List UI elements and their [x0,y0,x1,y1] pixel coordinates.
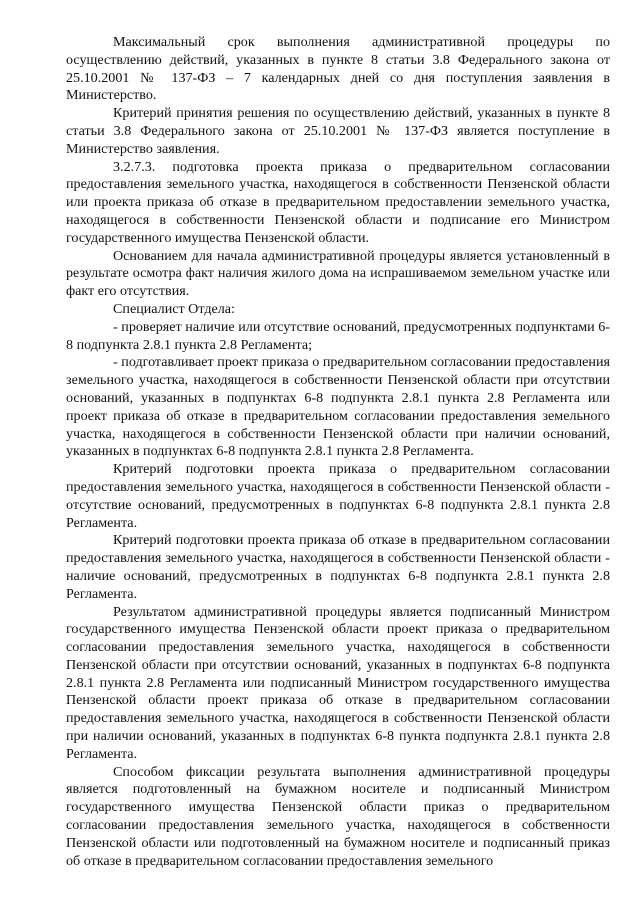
paragraph-specialist: Специалист Отдела: [113,300,235,317]
list-item-checks: - проверяет наличие или отсутствие оснований, предусмотренных подпунктами 6-8 подпункта 2.8.1 пункта 2.8 Регламента; [66,318,610,353]
document-page [66,34,610,870]
paragraph-approval-criterion: Критерий подготовки проекта приказа о предварительном согласовании предоставления земельного участка, находящегося в собственности Пензенской области - отсутствие оснований, предусмотренных в подпунктах 6-8 подпункта 2.8.1 пункта 2.8 Регламента. [66,461,610,531]
paragraph-result: Результатом административной процедуры является подписанный Министром государственного имущества Пензенской области проект приказа о предварительном согласовании предоставления земельного участка, находящегося в собственности Пензенской области при отсутствии оснований, указанных в подпунктах 6-8 подпункта 2.8.1 пункта 2.8 Регламента или подписанный Министром государственного имущества Пензенской области проект приказа об отказе в предварительном согласовании предоставления земельного участка, находящегося в собственности Пензенской области при наличии оснований, указанных в подпунктах 6-8 пункта подпункта 2.8.1 пункта 2.8 Регламента. [66,603,610,762]
paragraph-basis: Основанием для начала административной процедуры является установленный в результате осмотра факт наличия жилого дома на испрашиваемом земельном участке или факт его отсутствия. [66,247,610,300]
paragraph-max-term: Максимальный срок выполнения административной процедуры по осуществлению действий, указанных в пункте 8 статьи 3.8 Федерального закона от 25.10.2001 № 137-ФЗ – 7 календарных дней со дня поступления заявления в Министерство. [66,34,610,104]
paragraph-refusal-criterion: Критерий подготовки проекта приказа об отказе в предварительном согласовании предоставления земельного участка, находящегося в собственности Пензенской области - наличие оснований, предусмотренных в подпунктах 6-8 подпункта 2.8.1 пункта 2.8 Регламента. [66,532,610,602]
paragraph-section-3-2-7-3: 3.2.7.3. подготовка проекта приказа о предварительном согласовании предоставления земельного участка, находящегося в собственности Пензенской области или проекта приказа об отказе в предварительном предоставлении земельного участка, находящегося в собственности Пензенской области и подписание его Министром государственного имущества Пензенской области. [66,158,610,246]
list-item-prepares: - подготавливает проект приказа о предварительном согласовании предоставления земельного участка, находящегося в собственности Пензенской области при отсутствии оснований, указанных в подпунктах 6-8 подпункта 2.8.1 пункта 2.8 Регламента или проект приказа об отказе в предварительном согласовании предоставления земельного участка, находящегося в собственности Пензенской области при наличии оснований, указанных в подпунктах 6-8 подпункта 2.8.1 пункта 2.8 Регламента. [66,354,610,460]
paragraph-fixation-method: Способом фиксации результата выполнения административной процедуры является подготовленный на бумажном носителе и подписанный Министром государственного имущества Пензенской области приказ о предварительном согласовании предоставления земельного участка, находящегося в собственности Пензенской области или подготовленный на бумажном носителе и подписанный приказ об отказе в предварительном согласовании предоставления земельного [66,763,610,869]
paragraph-decision-criterion: Критерий принятия решения по осуществлению действий, указанных в пункте 8 статьи 3.8 Федерального закона от 25.10.2001 № 137-ФЗ является поступление в Министерство заявления. [66,105,610,157]
